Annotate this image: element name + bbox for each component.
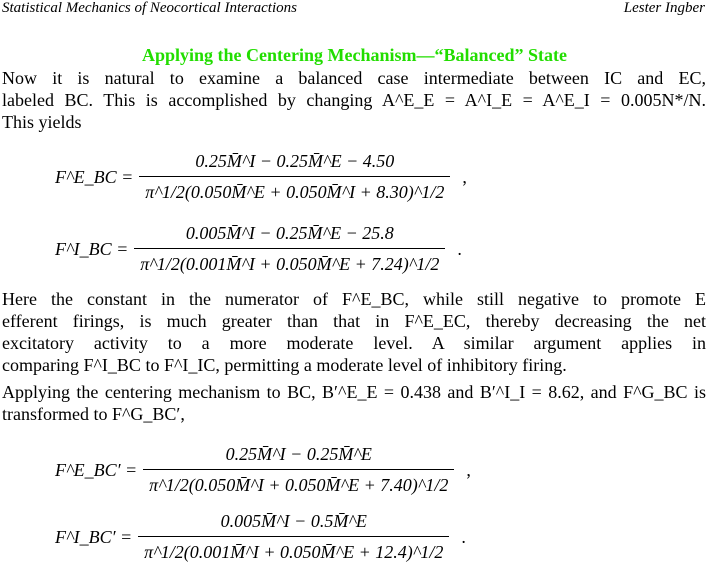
eq2-lhs: F^I_BC = <box>55 238 129 259</box>
eq2-denominator: π^1/2(0.001M̄^I + 0.050M̄^E + 7.24)^1/2 <box>140 254 440 274</box>
eq3-numerator: 0.25M̄^I − 0.25M̄^E <box>225 444 372 464</box>
para2-line1: Here the constant in the numerator of F^E_BC, while still negative to promote E <box>2 289 706 309</box>
eq4-punct: . <box>461 526 466 547</box>
equation-2 <box>55 222 462 275</box>
section-title: Applying the Centering Mechanism—“Balanced” State <box>142 45 567 65</box>
para3-line1: Applying the centering mechanism to BC, B′^E_E = 0.438 and B′^I_I = 8.62, and F^G_BC is <box>2 382 706 402</box>
eq1-lhs: F^E_BC = <box>55 166 134 187</box>
eq1-denominator: π^1/2(0.050M̄^E + 0.050M̄^I + 8.30)^1/2 <box>145 182 445 202</box>
para2-line2: efferent firings, is much greater than that in F^E_EC, thereby decreasing the net <box>2 311 706 331</box>
eq2-fraction <box>134 222 445 275</box>
eq1-fraction <box>139 150 450 203</box>
para2-line3: excitatory activity to a more moderate level. A similar argument applies in <box>2 333 706 353</box>
paragraph-1 <box>2 67 706 133</box>
equation-4 <box>55 510 466 563</box>
para1-line1: Now it is natural to examine a balanced case intermediate between IC and EC, <box>2 68 706 88</box>
eq4-lhs: F^I_BC′ = <box>55 526 133 547</box>
eq1-numerator: 0.25M̄^I − 0.25M̄^E − 4.50 <box>195 151 395 171</box>
eq3-lhs: F^E_BC′ = <box>55 459 138 480</box>
eq2-punct: . <box>457 238 462 259</box>
paragraph-2 <box>2 288 706 376</box>
eq2-numerator: 0.005M̄^I − 0.25M̄^E − 25.8 <box>185 223 394 243</box>
para1-line3: This yields <box>2 112 82 132</box>
running-title: Statistical Mechanics of Neocortical Interactions <box>2 0 297 16</box>
eq4-denominator: π^1/2(0.001M̄^I + 0.050M̄^E + 12.4)^1/2 <box>144 542 444 562</box>
eq4-numerator: 0.005M̄^I − 0.5M̄^E <box>220 511 367 531</box>
author-name: Lester Ingber <box>623 0 705 16</box>
para3-line2: transformed to F^G_BC′, <box>2 404 185 424</box>
page-header <box>0 0 709 18</box>
para2-line4: comparing F^I_BC to F^I_IC, permitting a moderate level of inhibitory firing. <box>2 355 567 375</box>
equation-3 <box>55 443 471 496</box>
eq4-fraction <box>138 510 449 563</box>
eq3-punct: , <box>466 459 471 480</box>
eq3-fraction <box>143 443 454 496</box>
equation-1 <box>55 150 467 203</box>
paragraph-3 <box>2 381 706 425</box>
para1-line2: labeled BC. This is accomplished by changing A^E_E = A^I_E = A^E_I = 0.005N*/N. <box>2 90 706 110</box>
eq3-denominator: π^1/2(0.050M̄^I + 0.050M̄^E + 7.40)^1/2 <box>149 475 449 495</box>
eq1-punct: , <box>462 166 467 187</box>
